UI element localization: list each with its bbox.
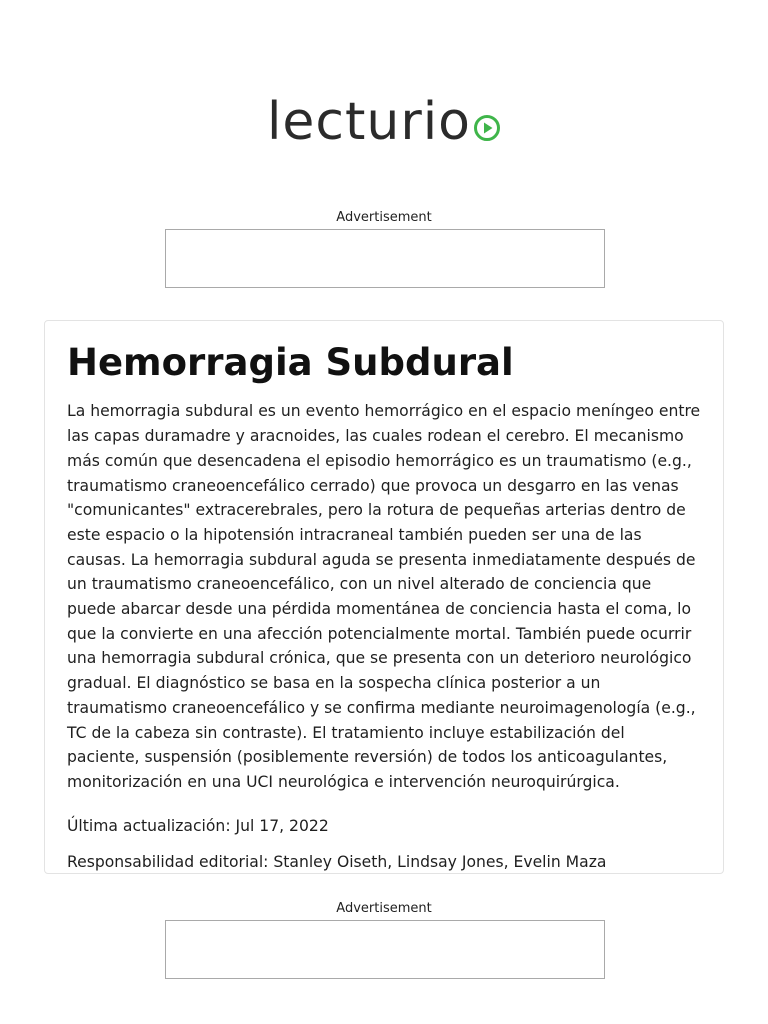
advertisement-label-top: Advertisement: [336, 210, 432, 225]
editorial-responsibility-text: Responsabilidad editorial: Stanley Oiseth, Lindsay Jones, Evelin Maza: [67, 852, 607, 871]
play-icon: [473, 114, 501, 142]
advertisement-slot-bottom[interactable]: [165, 920, 605, 979]
lecturio-logo[interactable]: [266, 92, 501, 152]
article-title: Hemorragia Subdural: [67, 341, 514, 384]
advertisement-label-bottom: Advertisement: [336, 901, 432, 916]
article-summary: La hemorragia subdural es un evento hemorrágico en el espacio meníngeo entre las capas duramadre y aracnoides, las cuales rodean el cerebro. El mecanismo más común que desencadena el episodio hemorrágico es un traumatismo (e.g., traumatismo craneoencefálico cerrado) que provoca un desgarro en las venas "comunicantes" extracerebrales, pero la rotura de pequeñas arterias dentro de este espacio o la hipotensión intracraneal también pueden ser una de las causas. La hemorragia subdural aguda se presenta inmediatamente después de un traumatismo craneoencefálico, con un nivel alterado de conciencia que puede abarcar desde una pérdida momentánea de conciencia hasta el coma, lo que la convierte en una afección potencialmente mortal. También puede ocurrir una hemorragia subdural crónica, que se presenta con un deterioro neurológico gradual. El diagnóstico se basa en la sospecha clínica posterior a un traumatismo craneoencefálico y se confirma mediante neuroimagenología (e.g., TC de la cabeza sin contraste). El tratamiento incluye estabilización del paciente, suspensión (posiblemente reversión) de todos los anticoagulantes, monitorización en una UCI neurológica e intervención neuroquirúrgica.: [67, 402, 701, 791]
article-card: [44, 320, 724, 874]
last-updated-text: Última actualización: Jul 17, 2022: [67, 816, 329, 835]
advertisement-slot-top[interactable]: [165, 229, 605, 288]
header: [0, 92, 768, 152]
logo-wordmark: lecturio: [266, 92, 471, 152]
